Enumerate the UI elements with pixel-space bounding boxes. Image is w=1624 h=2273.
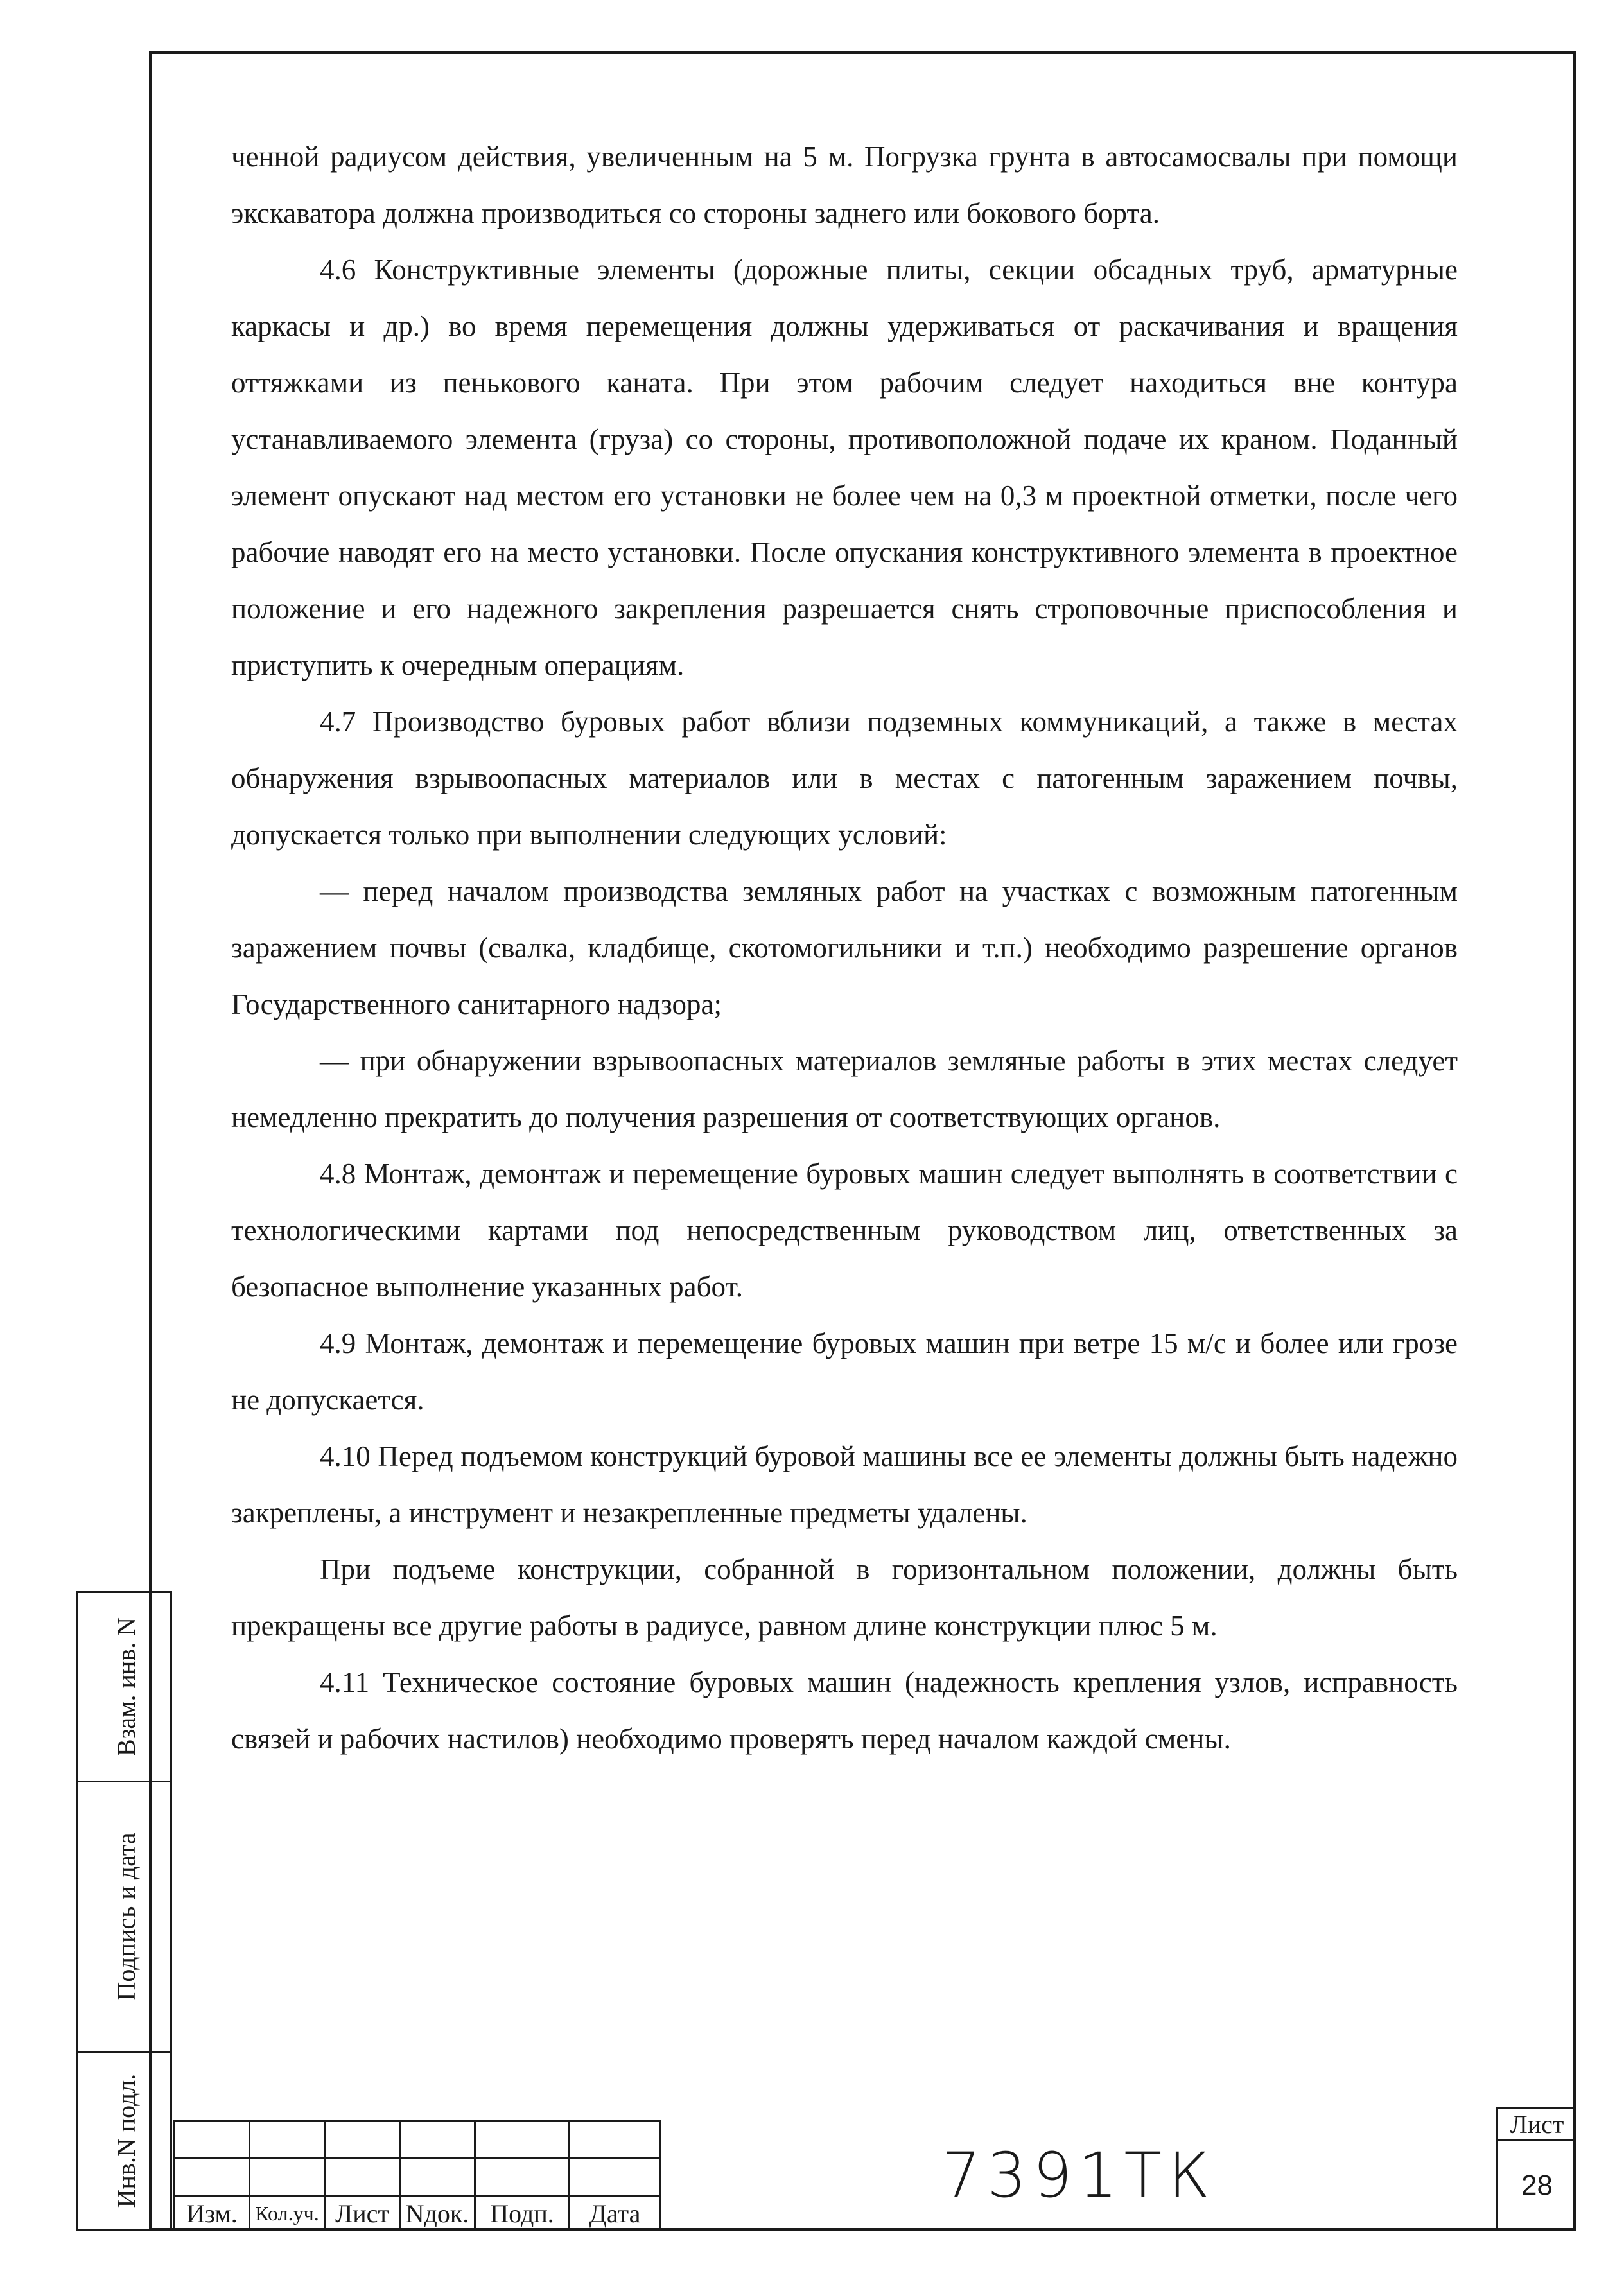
- sheet-label: Лист: [1496, 2107, 1576, 2141]
- paragraph-4-10: 4.10 Перед подъемом конструкций буровой машины все ее элементы должны быть надежно закреплены, а инструмент и незакрепленные предметы удалены.: [231, 1440, 1458, 1529]
- side-label-inv-podl: Инв.N подл.: [111, 2073, 141, 2208]
- sheet-number: 28: [1496, 2141, 1576, 2231]
- paragraph-4-7: 4.7 Производство буровых работ вблизи подземных коммуникаций, а также в местах обнаружения взрывоопасных материалов или в местах с патогенным заражением почвы, допускается только при выполнении следующих условий:: [231, 706, 1458, 851]
- side-stamp-vzam-inv: [76, 1591, 172, 1782]
- sheet-number-box: [1496, 2107, 1576, 2231]
- document-body: [231, 128, 1458, 1767]
- column-izm: Изм.: [186, 2199, 238, 2228]
- paragraph-4-10-continued: При подъеме конструкции, собранной в горизонтальном положении, должны быть прекращены все другие работы в радиусе, равном длине конструкции плюс 5 м.: [231, 1553, 1458, 1642]
- paragraph-4-7-item-1: — перед началом производства земляных работ на участках с возможным патогенным заражением почвы (свалка, кладбище, скотомогильники и т.п.) необходимо разрешение органов Государственного санитарного надзора;: [231, 875, 1458, 1020]
- title-block-line: [173, 2157, 661, 2159]
- side-label-podpis-data: Подпись и дата: [111, 1833, 141, 2001]
- side-stamp-podpis-data: [76, 1781, 172, 2053]
- title-block-line: [173, 2120, 661, 2122]
- side-label-vzam-inv: Взам. инв. N: [111, 1617, 141, 1757]
- side-stamp-inv-podl: [76, 2051, 172, 2231]
- paragraph-4-8: 4.8 Монтаж, демонтаж и перемещение буровых машин следует выполнять в соответствии с технологическими картами под непосредственным руководством лиц, ответственных за безопасное выполнение указанных работ.: [231, 1158, 1458, 1303]
- paragraph-continuation: ченной радиусом действия, увеличенным на 5 м. Погрузка грунта в автосамосвалы при помощи экскаватора должна производиться со стороны заднего или бокового борта.: [231, 141, 1458, 229]
- column-data: Дата: [589, 2199, 641, 2228]
- paragraph-4-11: 4.11 Техническое состояние буровых машин (надежность крепления узлов, исправность связей и рабочих настилов) необходимо проверять перед началом каждой смены.: [231, 1666, 1458, 1755]
- paragraph-4-9: 4.9 Монтаж, демонтаж и перемещение буровых машин при ветре 15 м/с и более или грозе не допускается.: [231, 1327, 1458, 1416]
- column-kol-uch: Кол.уч.: [255, 2201, 319, 2225]
- title-block-revision-table: [173, 2120, 661, 2231]
- column-podp: Подп.: [490, 2199, 554, 2228]
- column-list: Лист: [335, 2199, 389, 2228]
- paragraph-4-6: 4.6 Конструктивные элементы (дорожные плиты, секции обсадных труб, арматурные каркасы и др.) во время перемещения должны удерживаться от раскачивания и вращения оттяжками из пенькового каната. При этом рабочим следует находиться вне контура устанавливаемого элемента (груза) со стороны, противоположной подаче их краном. Поданный элемент опускают над местом его установки не более чем на 0,3 м проектной отметки, после чего рабочие наводят его на место установки. После опускания конструктивного элемента в проектное положение и его надежного закрепления разрешается снять строповочные приспособления и приступить к очередным операциям.: [231, 254, 1458, 681]
- column-ndok: Nдок.: [405, 2199, 469, 2228]
- document-code: 7391ТК: [941, 2139, 1216, 2211]
- paragraph-4-7-item-2: — при обнаружении взрывоопасных материалов земляные работы в этих местах следует немедленно прекратить до получения разрешения от соответствующих органов.: [231, 1045, 1458, 1133]
